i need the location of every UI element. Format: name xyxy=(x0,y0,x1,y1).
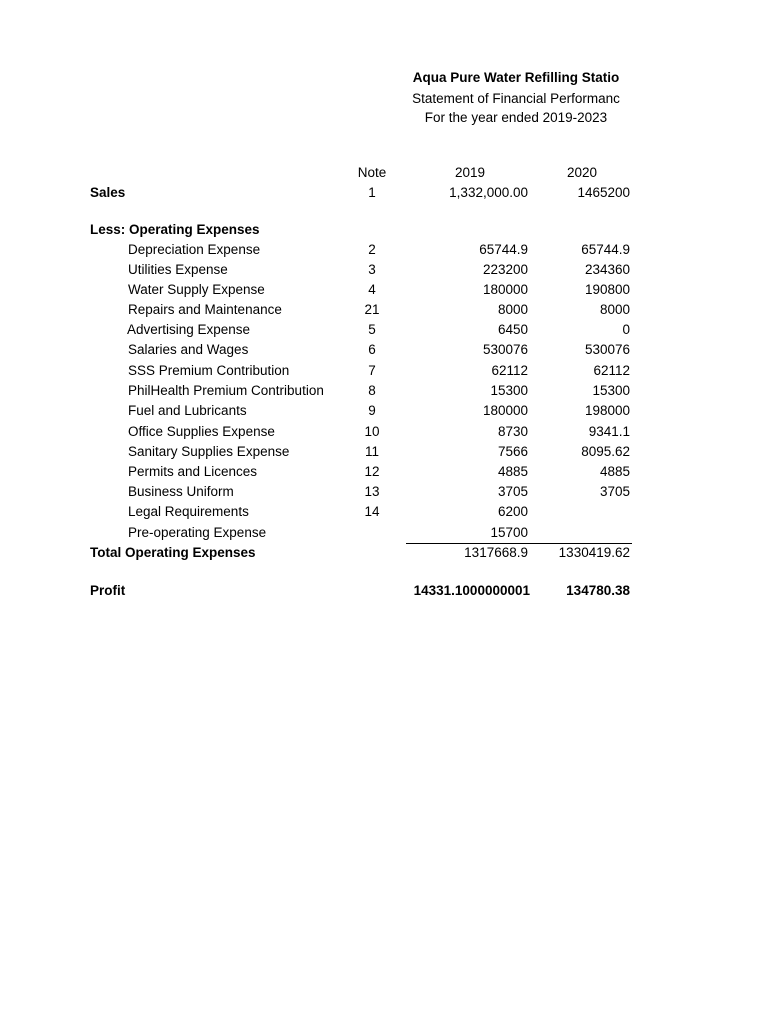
total-row xyxy=(0,545,768,565)
expense-2019: 4885 xyxy=(497,464,528,479)
expense-2019: 180000 xyxy=(482,403,528,418)
period-subtitle: For the year ended 2019-2023 xyxy=(424,110,608,125)
total-2020: 1330419.62 xyxy=(558,545,630,560)
profit-2020: 134780.38 xyxy=(566,583,630,598)
expense-note: 8 xyxy=(368,383,376,398)
expense-2019: 15300 xyxy=(490,383,528,398)
expense-label: Permits and Licences xyxy=(128,464,258,479)
expense-row xyxy=(0,262,768,282)
profit-row xyxy=(0,583,768,603)
expense-2020: 65744.9 xyxy=(581,242,630,257)
expense-row xyxy=(0,444,768,464)
expense-2019: 223200 xyxy=(482,262,528,277)
expense-2020: 190800 xyxy=(584,282,630,297)
expense-row xyxy=(0,302,768,322)
expense-note: 4 xyxy=(368,282,376,297)
expense-label: SSS Premium Contribution xyxy=(128,363,290,378)
expense-2020: 0 xyxy=(622,322,630,337)
year-2020-header: 2020 xyxy=(566,165,598,180)
profit-label: Profit xyxy=(90,583,126,598)
expense-2019: 6450 xyxy=(497,322,528,337)
expense-label: Legal Requirements xyxy=(128,504,249,519)
expense-label: Business Uniform xyxy=(128,484,234,499)
expense-2019: 62112 xyxy=(491,363,528,378)
sales-2019: 1,332,000.00 xyxy=(449,185,528,200)
expense-row xyxy=(0,383,768,403)
expense-label: Salaries and Wages xyxy=(128,342,249,357)
expense-label: Advertising Expense xyxy=(127,322,251,337)
company-title: Aqua Pure Water Refilling Statio xyxy=(412,70,620,85)
expense-2019: 8730 xyxy=(497,424,528,439)
expense-label: Sanitary Supplies Expense xyxy=(128,444,290,459)
expense-label: Depreciation Expense xyxy=(128,242,261,257)
total-rule xyxy=(406,543,632,544)
year-2019-header: 2019 xyxy=(454,165,486,180)
profit-2019: 14331.1000000001 xyxy=(413,583,530,598)
expense-label: Water Supply Expense xyxy=(128,282,265,297)
sales-2020: 1465200 xyxy=(577,185,630,200)
statement-title: Statement of Financial Performanc xyxy=(412,91,620,106)
expense-note: 11 xyxy=(364,444,379,459)
expense-row xyxy=(0,322,768,342)
note-column-header: Note xyxy=(357,165,387,180)
total-label: Total Operating Expenses xyxy=(90,545,256,560)
expense-note: 9 xyxy=(368,403,376,418)
expense-label: Pre-operating Expense xyxy=(128,525,267,540)
expense-2020: 8000 xyxy=(599,302,630,317)
expense-row xyxy=(0,464,768,484)
expense-2020: 8095.62 xyxy=(581,444,630,459)
opex-heading: Less: Operating Expenses xyxy=(90,222,260,237)
expense-2020: 9341.1 xyxy=(588,424,630,439)
sales-row xyxy=(0,185,768,205)
expense-2020: 198000 xyxy=(584,403,630,418)
expense-2020: 3705 xyxy=(599,484,630,499)
expense-label: PhilHealth Premium Contribution xyxy=(128,383,324,398)
sales-note: 1 xyxy=(368,185,376,200)
expense-note: 21 xyxy=(364,302,380,317)
expense-2020: 530076 xyxy=(584,342,630,357)
expense-2019: 15700 xyxy=(490,525,528,540)
expense-2020: 4885 xyxy=(599,464,630,479)
expense-row xyxy=(0,424,768,444)
expense-note: 2 xyxy=(368,242,376,257)
expense-2019: 180000 xyxy=(482,282,528,297)
expense-note: 5 xyxy=(368,322,376,337)
expense-label: Repairs and Maintenance xyxy=(128,302,282,317)
expense-label: Fuel and Lubricants xyxy=(128,403,247,418)
expense-2020: 234360 xyxy=(584,262,630,277)
expense-2020: 15300 xyxy=(592,383,630,398)
expense-row xyxy=(0,282,768,302)
expense-note: 6 xyxy=(368,342,376,357)
sales-label: Sales xyxy=(90,185,126,200)
expense-row xyxy=(0,525,768,545)
expense-2019: 7566 xyxy=(497,444,528,459)
expense-row xyxy=(0,242,768,262)
expense-note: 13 xyxy=(364,484,380,499)
expense-note: 7 xyxy=(368,363,376,378)
expense-row xyxy=(0,484,768,504)
expense-2019: 530076 xyxy=(482,342,528,357)
expense-2019: 8000 xyxy=(497,302,528,317)
expense-label: Utilities Expense xyxy=(128,262,228,277)
expense-row xyxy=(0,342,768,362)
total-2019: 1317668.9 xyxy=(464,545,528,560)
expense-row xyxy=(0,504,768,524)
expense-note: 10 xyxy=(364,424,380,439)
expense-note: 3 xyxy=(368,262,376,277)
expense-note: 14 xyxy=(364,504,380,519)
expense-row xyxy=(0,363,768,383)
expense-note: 12 xyxy=(364,464,380,479)
expense-2020: 62112 xyxy=(593,363,630,378)
expense-2019: 65744.9 xyxy=(479,242,528,257)
expense-2019: 6200 xyxy=(497,504,528,519)
expense-row xyxy=(0,403,768,423)
expense-2019: 3705 xyxy=(497,484,528,499)
expense-label: Office Supplies Expense xyxy=(128,424,275,439)
